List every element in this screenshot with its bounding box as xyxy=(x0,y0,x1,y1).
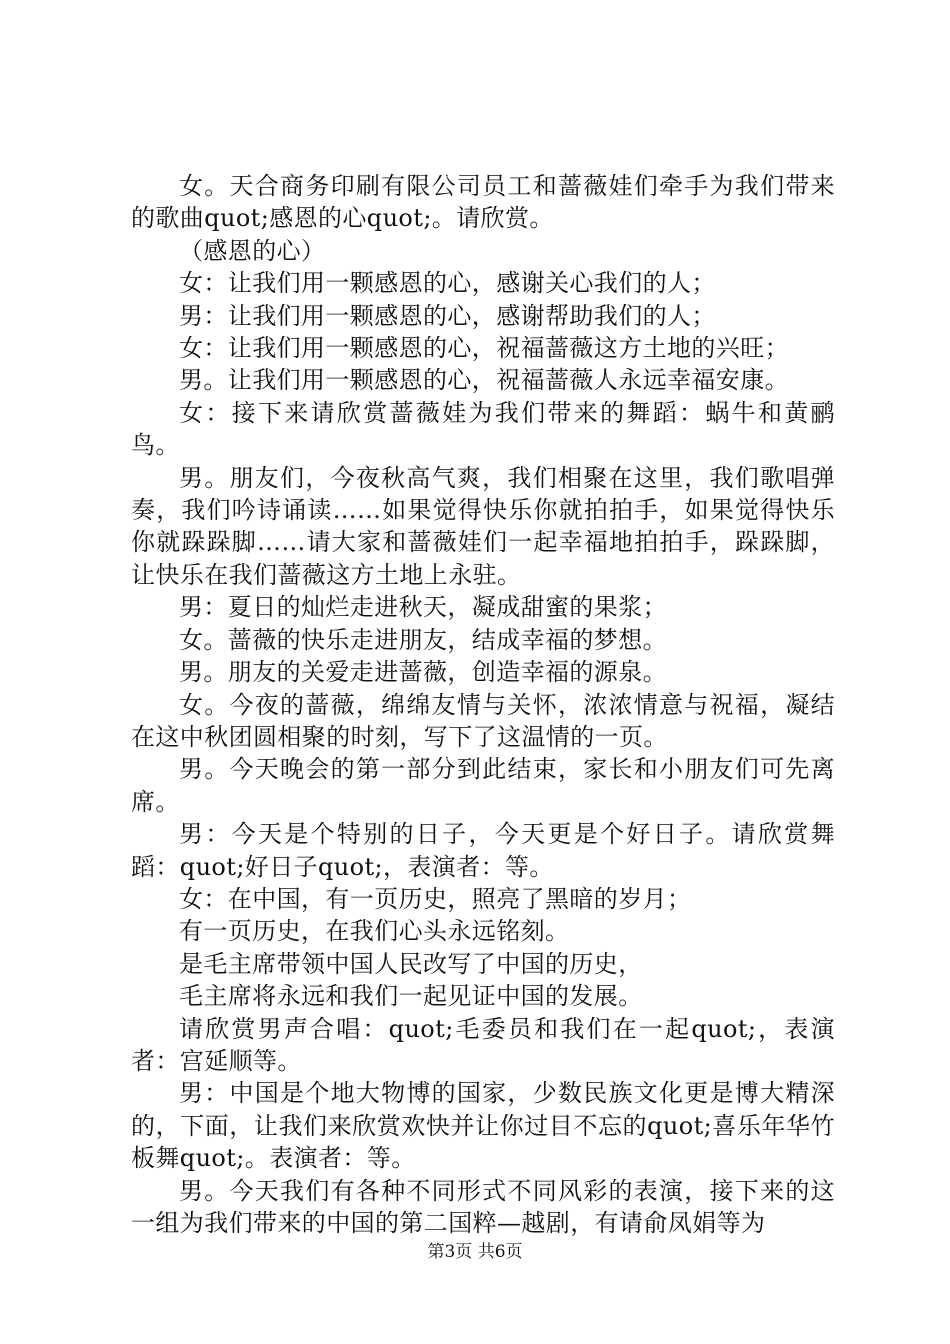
page-footer: 第3页 共6页 xyxy=(427,1242,523,1262)
paragraph: （感恩的心） xyxy=(179,236,326,265)
paragraph: 男。让我们用一颗感恩的心，祝福蔷薇人永远幸福安康。 xyxy=(179,366,789,395)
paragraph: 男：中国是个地大物博的国家，少数民族文化更是博大精深的，下面，让我们来欣赏欢快并让你过目不忘的quot;喜乐年华竹板舞quot;。表演者：等。 xyxy=(131,1079,835,1173)
document-body xyxy=(131,170,835,1239)
paragraph: 女。天合商务印刷有限公司员工和蔷薇娃们牵手为我们带来的歌曲quot;感恩的心quot;。请欣赏。 xyxy=(131,172,835,233)
paragraph: 男：夏日的灿烂走进秋天，凝成甜蜜的果浆； xyxy=(179,593,667,622)
paragraph: 有一页历史，在我们心头永远铭刻。 xyxy=(179,917,570,946)
paragraph: 男。今天我们有各种不同形式不同风彩的表演，接下来的这一组为我们带来的中国的第二国粹—越剧，有请俞凤娟等为 xyxy=(131,1176,835,1237)
paragraph: 女。蔷薇的快乐走进朋友，结成幸福的梦想。 xyxy=(179,625,667,654)
paragraph: 男：今天是个特别的日子，今天更是个好日子。请欣赏舞蹈：quot;好日子quot;，表演者：等。 xyxy=(131,820,835,881)
paragraph: 女：让我们用一颗感恩的心，感谢关心我们的人； xyxy=(179,269,716,298)
paragraph: 男：让我们用一颗感恩的心，感谢帮助我们的人； xyxy=(179,301,716,330)
paragraph: 男。朋友们，今夜秋高气爽，我们相聚在这里，我们歌唱弹奏，我们吟诗诵读……如果觉得快乐你就拍拍手，如果觉得快乐你就跺跺脚……请大家和蔷薇娃们一起幸福地拍拍手，跺跺脚，让快乐在我们蔷薇这方土地上永驻。 xyxy=(131,463,835,589)
paragraph: 是毛主席带领中国人民改写了中国的历史， xyxy=(179,949,643,978)
paragraph: 毛主席将永远和我们一起见证中国的发展。 xyxy=(179,982,643,1011)
paragraph: 男。朋友的关爱走进蔷薇，创造幸福的源泉。 xyxy=(179,658,667,687)
paragraph: 女：让我们用一颗感恩的心，祝福蔷薇这方土地的兴旺； xyxy=(179,334,789,363)
paragraph: 女。今夜的蔷薇，绵绵友情与关怀，浓浓情意与祝福，凝结在这中秋团圆相聚的时刻，写下了这温情的一页。 xyxy=(131,690,835,751)
paragraph: 男。今天晚会的第一部分到此结束，家长和小朋友们可先离席。 xyxy=(131,755,835,816)
paragraph: 女：在中国，有一页历史，照亮了黑暗的岁月； xyxy=(179,884,692,913)
paragraph: 请欣赏男声合唱：quot;毛委员和我们在一起quot;，表演者：宫延顺等。 xyxy=(131,1014,835,1075)
paragraph: 女：接下来请欣赏蔷薇娃为我们带来的舞蹈：蜗牛和黄鹂鸟。 xyxy=(131,398,835,460)
